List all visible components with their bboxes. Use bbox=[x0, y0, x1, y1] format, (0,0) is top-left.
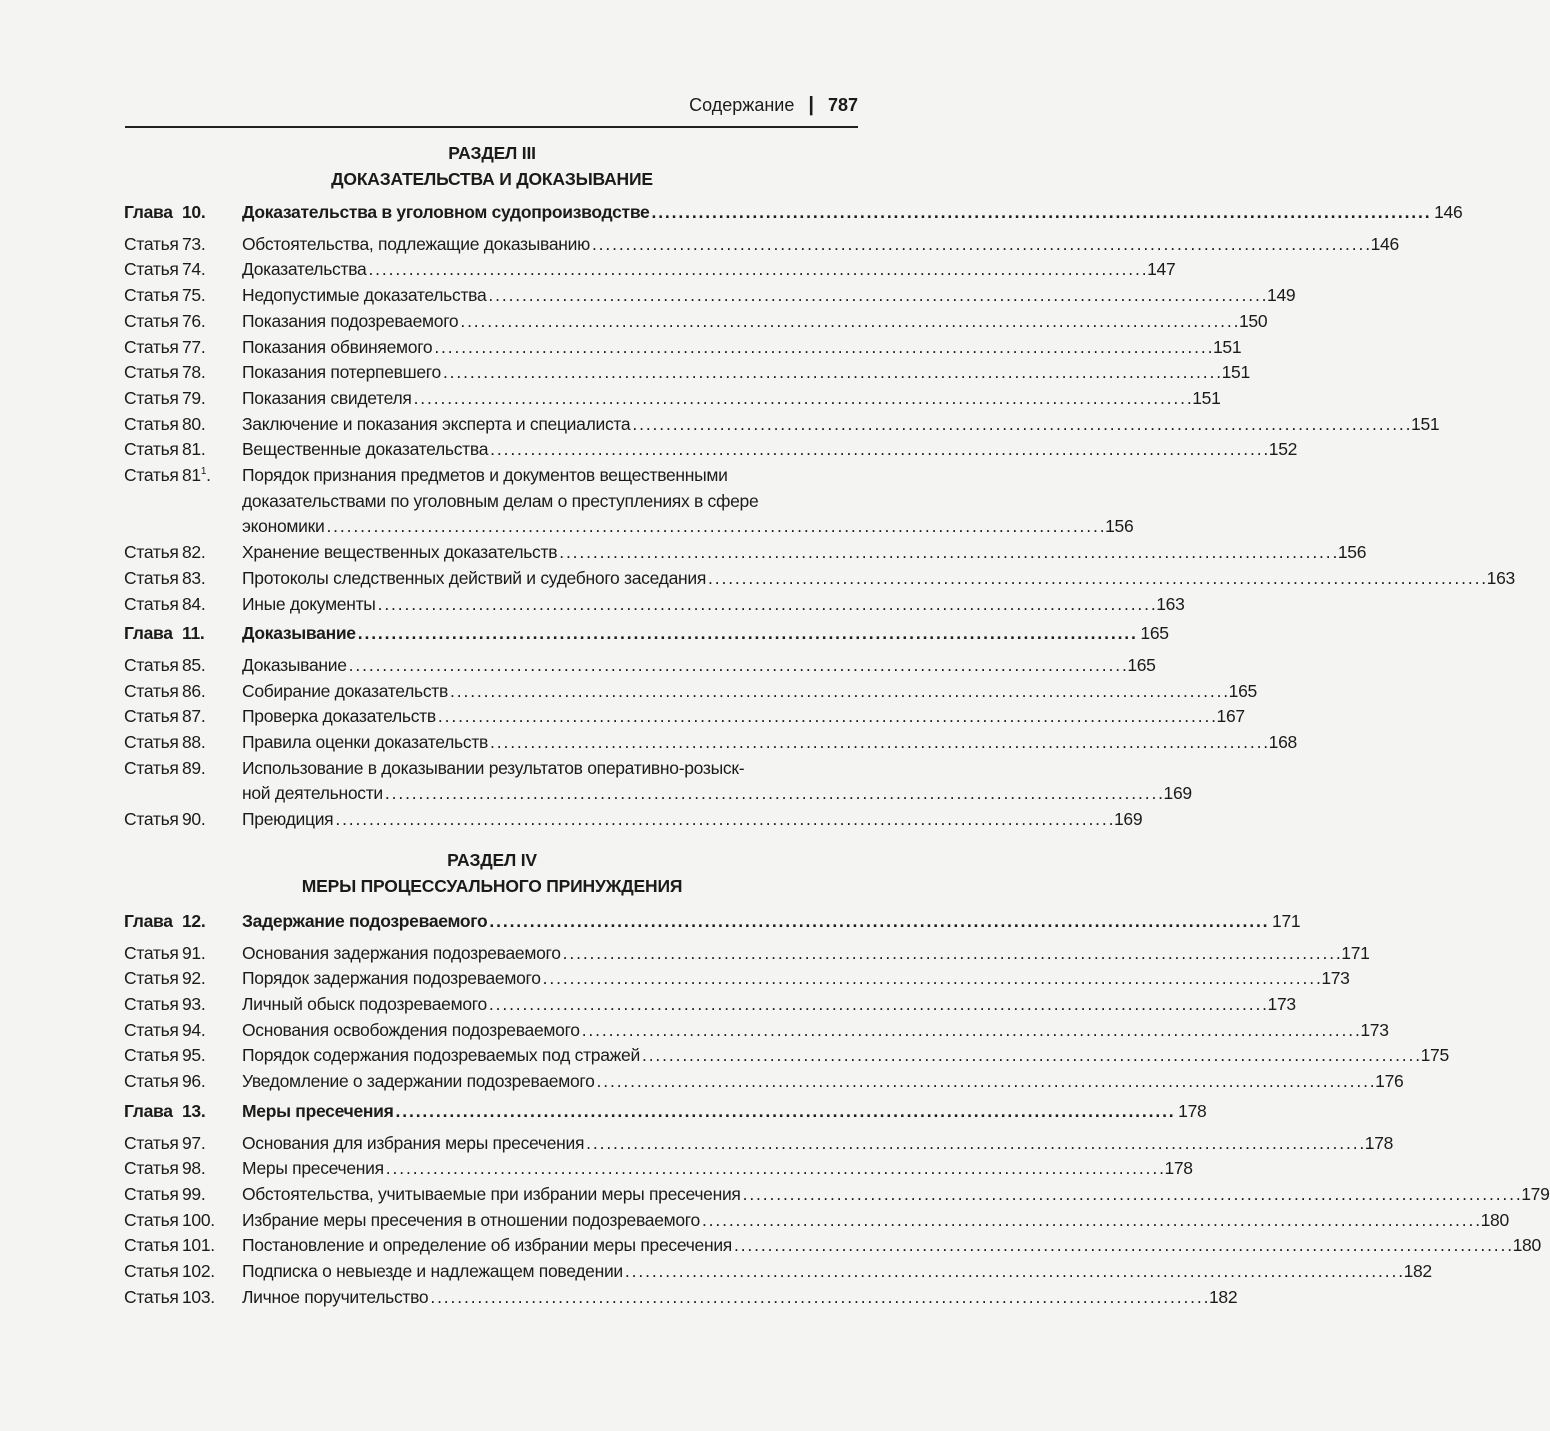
chapter-number: 12. bbox=[182, 910, 206, 931]
article-title-line: Порядок признания предметов и документов вещественными bbox=[242, 465, 728, 486]
article-title: Показания подозреваемого bbox=[242, 310, 459, 331]
page-ref: 173 bbox=[1321, 968, 1350, 989]
toc-article-row[interactable] bbox=[124, 437, 1298, 463]
toc-article-row[interactable] bbox=[124, 966, 1350, 992]
article-number: 87. bbox=[182, 706, 206, 727]
article-title: Преюдиция bbox=[242, 809, 334, 830]
toc-article-row[interactable] bbox=[124, 941, 1370, 967]
article-title: Показания обвиняемого bbox=[242, 336, 433, 357]
section-title: ДОКАЗАТЕЛЬСТВА И ДОКАЗЫВАНИЕ bbox=[331, 169, 653, 189]
dot-leader bbox=[443, 360, 1220, 386]
page-ref: 156 bbox=[1105, 516, 1134, 537]
page-ref: 150 bbox=[1239, 310, 1268, 331]
chapter-number: 10. bbox=[182, 202, 206, 222]
article-number: 103. bbox=[182, 1286, 215, 1307]
header-rule bbox=[125, 126, 858, 128]
page-ref: 165 bbox=[1228, 680, 1257, 701]
chapter-title: Доказательства в уголовном судопроизводстве bbox=[242, 202, 650, 222]
article-title: Показания свидетеля bbox=[242, 387, 412, 408]
article-word: Статья bbox=[124, 387, 179, 408]
table-of-contents bbox=[124, 140, 1550, 1310]
toc-article-row[interactable] bbox=[124, 257, 1176, 283]
section-label: РАЗДЕЛ III bbox=[448, 143, 536, 163]
article-number: 92. bbox=[182, 968, 206, 989]
article-word: Статья bbox=[124, 680, 179, 701]
dot-leader bbox=[488, 283, 1265, 309]
article-word: Статья bbox=[124, 233, 179, 254]
toc-article-row[interactable] bbox=[124, 412, 1440, 438]
page-ref: 165 bbox=[1140, 623, 1169, 644]
article-word: Статья bbox=[124, 1045, 179, 1066]
article-title: Избрание меры пресечения в отношении подозреваемого bbox=[242, 1209, 700, 1230]
toc-article-row[interactable] bbox=[124, 309, 1268, 335]
article-word: Статья bbox=[124, 362, 179, 383]
article-word: Статья bbox=[124, 732, 179, 753]
dot-leader bbox=[430, 1285, 1207, 1311]
page-ref: 180 bbox=[1512, 1235, 1541, 1256]
article-word: Статья bbox=[124, 942, 179, 963]
dot-leader bbox=[563, 941, 1340, 967]
page-ref: 163 bbox=[1156, 593, 1185, 614]
toc-chapter-row[interactable] bbox=[124, 621, 1169, 647]
page-ref: 173 bbox=[1360, 1019, 1389, 1040]
article-title-line: экономики bbox=[242, 516, 325, 537]
dot-leader bbox=[708, 566, 1485, 592]
article-word: Статья bbox=[124, 413, 179, 434]
article-number: 75. bbox=[182, 285, 206, 306]
article-title: Постановление и определение об избрании меры пресечения bbox=[242, 1235, 732, 1256]
article-word: Статья bbox=[124, 1209, 179, 1230]
article-number: $81^1$. bbox=[182, 465, 211, 486]
dot-leader bbox=[368, 257, 1145, 283]
toc-article-row[interactable] bbox=[124, 756, 1192, 807]
article-title: Хранение вещественных доказательств bbox=[242, 542, 558, 563]
article-number: 97. bbox=[182, 1132, 206, 1153]
dot-leader bbox=[489, 992, 1266, 1018]
page-ref: 175 bbox=[1420, 1045, 1449, 1066]
section-heading bbox=[124, 140, 860, 192]
article-word: Статья bbox=[124, 567, 179, 588]
toc-article-row[interactable] bbox=[124, 1018, 1389, 1044]
page-ref: 176 bbox=[1375, 1071, 1404, 1092]
chapter-title: Меры пресечения bbox=[242, 1100, 394, 1121]
dot-leader bbox=[559, 540, 1336, 566]
article-number: 82. bbox=[182, 542, 206, 563]
article-word: Статья bbox=[124, 593, 179, 614]
article-word: Статья bbox=[124, 1286, 179, 1307]
article-number: 95. bbox=[182, 1045, 206, 1066]
page-ref: 169 bbox=[1114, 809, 1143, 830]
page-ref: 178 bbox=[1178, 1100, 1207, 1121]
toc-article-row[interactable] bbox=[124, 386, 1221, 412]
dot-leader bbox=[460, 309, 1237, 335]
dot-leader bbox=[592, 232, 1369, 258]
page-ref: 168 bbox=[1268, 732, 1297, 753]
page-ref: 179 bbox=[1521, 1183, 1550, 1204]
article-title: Уведомление о задержании подозреваемого bbox=[242, 1071, 595, 1092]
article-title: Показания потерпевшего bbox=[242, 362, 441, 383]
dot-leader bbox=[385, 781, 1162, 807]
dot-leader bbox=[434, 335, 1211, 361]
dot-leader bbox=[335, 807, 1112, 833]
page-ref: 156 bbox=[1337, 542, 1367, 563]
running-header-separator: | bbox=[808, 93, 814, 116]
superscript-index: 1 bbox=[200, 466, 207, 478]
article-title: Правила оценки доказательств bbox=[242, 732, 489, 753]
dot-leader bbox=[386, 1156, 1163, 1182]
article-number: 96. bbox=[182, 1071, 206, 1092]
toc-article-row[interactable] bbox=[124, 360, 1250, 386]
article-number: 84. bbox=[182, 593, 206, 614]
page-ref: 146 bbox=[1370, 233, 1399, 254]
article-word: Статья bbox=[124, 757, 179, 778]
page-ref: 182 bbox=[1403, 1261, 1432, 1282]
article-title: Порядок содержания подозреваемых под стражей bbox=[242, 1045, 640, 1066]
article-number: 79. bbox=[182, 387, 206, 408]
dot-leader bbox=[582, 1018, 1359, 1044]
dot-leader bbox=[734, 1233, 1511, 1259]
page-ref: 173 bbox=[1267, 993, 1296, 1014]
chapter-word: Глава bbox=[124, 1100, 173, 1121]
article-number: 76. bbox=[182, 310, 206, 331]
article-title-line: ной деятельности bbox=[242, 783, 383, 804]
toc-article-row[interactable] bbox=[124, 807, 1143, 833]
article-number: 74. bbox=[182, 259, 206, 280]
article-title: Личный обыск подозреваемого bbox=[242, 993, 487, 1014]
page-ref: 171 bbox=[1341, 942, 1370, 963]
article-word: Статья bbox=[124, 439, 179, 460]
article-number: 83. bbox=[182, 567, 206, 588]
dot-leader bbox=[743, 1182, 1520, 1208]
article-number: 99. bbox=[182, 1183, 206, 1204]
article-number: 98. bbox=[182, 1158, 206, 1179]
article-title: Основания для избрания меры пресечения bbox=[242, 1132, 585, 1153]
toc-article-row[interactable] bbox=[124, 1043, 1449, 1069]
article-title: Доказывание bbox=[242, 654, 347, 675]
running-header bbox=[125, 88, 858, 122]
chapter-word: Глава bbox=[124, 910, 173, 931]
article-number: 88. bbox=[182, 732, 206, 753]
article-word: Статья bbox=[124, 285, 179, 306]
article-title: Подписка о невыезде и надлежащем поведении bbox=[242, 1261, 623, 1282]
dot-leader bbox=[489, 909, 1266, 935]
section-title: МЕРЫ ПРОЦЕССУАЛЬНОГО ПРИНУЖДЕНИЯ bbox=[301, 875, 683, 896]
article-word: Статья bbox=[124, 1132, 179, 1153]
page-ref: 151 bbox=[1192, 387, 1221, 408]
article-title: Порядок задержания подозреваемого bbox=[242, 968, 541, 989]
chapter-title: Доказывание bbox=[242, 623, 356, 644]
article-number: 91. bbox=[182, 942, 206, 963]
article-word: Статья bbox=[124, 336, 179, 357]
dot-leader bbox=[651, 200, 1428, 226]
article-word: Статья bbox=[124, 993, 179, 1014]
chapter-number: 13. bbox=[182, 1100, 206, 1121]
toc-article-row[interactable] bbox=[124, 1285, 1238, 1311]
article-number: 85. bbox=[182, 654, 206, 675]
section-heading bbox=[124, 847, 860, 899]
dot-leader bbox=[490, 437, 1267, 463]
dot-leader bbox=[358, 621, 1135, 647]
dot-leader bbox=[543, 966, 1320, 992]
article-word: Статья bbox=[124, 465, 179, 486]
article-word: Статья bbox=[124, 1158, 179, 1179]
dot-leader bbox=[414, 386, 1191, 412]
article-word: Статья bbox=[124, 706, 179, 727]
article-word: Статья bbox=[124, 809, 179, 830]
chapter-word: Глава bbox=[124, 202, 173, 222]
toc-chapter-row[interactable] bbox=[124, 1099, 1207, 1125]
article-word: Статья bbox=[124, 542, 179, 563]
article-number: 80. bbox=[182, 413, 206, 434]
toc-article-row[interactable] bbox=[124, 730, 1297, 756]
article-title: Личное поручительство bbox=[242, 1286, 429, 1307]
toc-chapter-row[interactable] bbox=[124, 909, 1301, 935]
article-title-line: доказательствами по уголовным делам о преступлениях в сфере bbox=[242, 490, 759, 511]
dot-leader bbox=[396, 1099, 1173, 1125]
article-number: 73. bbox=[182, 233, 206, 254]
article-word: Статья bbox=[124, 1261, 179, 1282]
article-number: 102. bbox=[182, 1261, 215, 1282]
dot-leader bbox=[702, 1208, 1479, 1234]
page-ref: 146 bbox=[1434, 202, 1463, 222]
page-ref: 151 bbox=[1221, 362, 1250, 383]
article-word: Статья bbox=[124, 259, 179, 280]
page-ref: 171 bbox=[1272, 910, 1301, 931]
page-ref: 147 bbox=[1147, 259, 1176, 280]
toc-article-row[interactable] bbox=[124, 540, 1367, 566]
dot-leader bbox=[378, 592, 1155, 618]
toc-article-row[interactable] bbox=[124, 463, 1134, 540]
article-title: Доказательства bbox=[242, 259, 367, 280]
article-number: 90. bbox=[182, 809, 206, 830]
page-ref: 165 bbox=[1127, 654, 1156, 675]
toc-article-row[interactable] bbox=[124, 592, 1185, 618]
article-word: Статья bbox=[124, 1235, 179, 1256]
dot-leader bbox=[632, 412, 1409, 438]
page-ref: 151 bbox=[1411, 413, 1440, 434]
toc-article-row[interactable] bbox=[124, 335, 1242, 361]
page-number: 787 bbox=[827, 94, 858, 115]
page-ref: 152 bbox=[1268, 439, 1298, 460]
toc-article-row[interactable] bbox=[124, 992, 1296, 1018]
article-title: Иные документы bbox=[242, 593, 376, 614]
article-word: Статья bbox=[124, 310, 179, 331]
article-title: Недопустимые доказательства bbox=[242, 285, 487, 306]
page-ref: 163 bbox=[1486, 567, 1515, 588]
article-title: Заключение и показания эксперта и специалиста bbox=[242, 413, 631, 434]
article-number: 77. bbox=[182, 336, 206, 357]
section-label: РАЗДЕЛ IV bbox=[447, 849, 537, 870]
toc-article-row[interactable] bbox=[124, 1259, 1432, 1285]
running-header-title: Содержание bbox=[689, 94, 795, 115]
article-title: Протоколы следственных действий и судебного заседания bbox=[242, 567, 707, 588]
article-word: Статья bbox=[124, 968, 179, 989]
article-title: Меры пресечения bbox=[242, 1158, 384, 1179]
article-title: Основания задержания подозреваемого bbox=[242, 942, 561, 963]
toc-article-row[interactable] bbox=[124, 1233, 1541, 1259]
article-number: 86. bbox=[182, 680, 206, 701]
article-word: Статья bbox=[124, 1071, 179, 1092]
dot-leader bbox=[349, 653, 1126, 679]
article-title: Обстоятельства, учитываемые при избрании меры пресечения bbox=[242, 1183, 741, 1204]
dot-leader bbox=[438, 704, 1215, 730]
toc-article-row[interactable] bbox=[124, 1131, 1394, 1157]
article-title: Основания освобождения подозреваемого bbox=[242, 1019, 580, 1040]
article-number: 101. bbox=[182, 1235, 215, 1256]
toc-article-row[interactable] bbox=[124, 232, 1399, 258]
dot-leader bbox=[490, 730, 1267, 756]
article-title: Обстоятельства, подлежащие доказыванию bbox=[242, 233, 590, 254]
dot-leader bbox=[642, 1043, 1419, 1069]
article-number: 81. bbox=[182, 439, 206, 460]
page-ref: 167 bbox=[1216, 706, 1245, 727]
page-ref: 178 bbox=[1364, 1132, 1394, 1153]
article-word: Статья bbox=[124, 1019, 179, 1040]
page-ref: 178 bbox=[1164, 1158, 1193, 1179]
article-title: Проверка доказательств bbox=[242, 706, 436, 727]
article-title: Вещественные доказательства bbox=[242, 439, 489, 460]
toc-article-row[interactable] bbox=[124, 1156, 1193, 1182]
article-title-line: Использование в доказывании результатов оперативно-розыск- bbox=[242, 757, 745, 778]
page-ref: 169 bbox=[1163, 783, 1192, 804]
toc-article-row[interactable] bbox=[124, 566, 1515, 592]
toc-article-row[interactable] bbox=[124, 704, 1245, 730]
toc-chapter-row[interactable] bbox=[124, 200, 1463, 226]
dot-leader bbox=[597, 1069, 1374, 1095]
chapter-word: Глава bbox=[124, 623, 173, 644]
article-title: Собирание доказательств bbox=[242, 680, 449, 701]
article-number: 93. bbox=[182, 993, 206, 1014]
chapter-title: Задержание подозреваемого bbox=[242, 910, 488, 931]
article-word: Статья bbox=[124, 654, 179, 675]
toc-article-row[interactable] bbox=[124, 679, 1257, 705]
chapter-number: 11. bbox=[182, 623, 205, 644]
page-ref: 182 bbox=[1209, 1286, 1238, 1307]
page-ref: 149 bbox=[1267, 285, 1296, 306]
article-number: 94. bbox=[182, 1019, 206, 1040]
article-word: Статья bbox=[124, 1183, 179, 1204]
dot-leader bbox=[326, 514, 1103, 540]
dot-leader bbox=[625, 1259, 1402, 1285]
toc-article-row[interactable] bbox=[124, 1069, 1404, 1095]
toc-article-row[interactable] bbox=[124, 653, 1156, 679]
toc-article-row[interactable] bbox=[124, 1208, 1509, 1234]
article-number: 78. bbox=[182, 362, 206, 383]
dot-leader bbox=[450, 679, 1227, 705]
article-number: 89. bbox=[182, 757, 206, 778]
toc-article-row[interactable] bbox=[124, 1182, 1550, 1208]
page-ref: 180 bbox=[1480, 1209, 1509, 1230]
page-ref: 151 bbox=[1212, 336, 1242, 357]
article-number: 100. bbox=[182, 1209, 215, 1230]
dot-leader bbox=[586, 1131, 1363, 1157]
toc-article-row[interactable] bbox=[124, 283, 1296, 309]
